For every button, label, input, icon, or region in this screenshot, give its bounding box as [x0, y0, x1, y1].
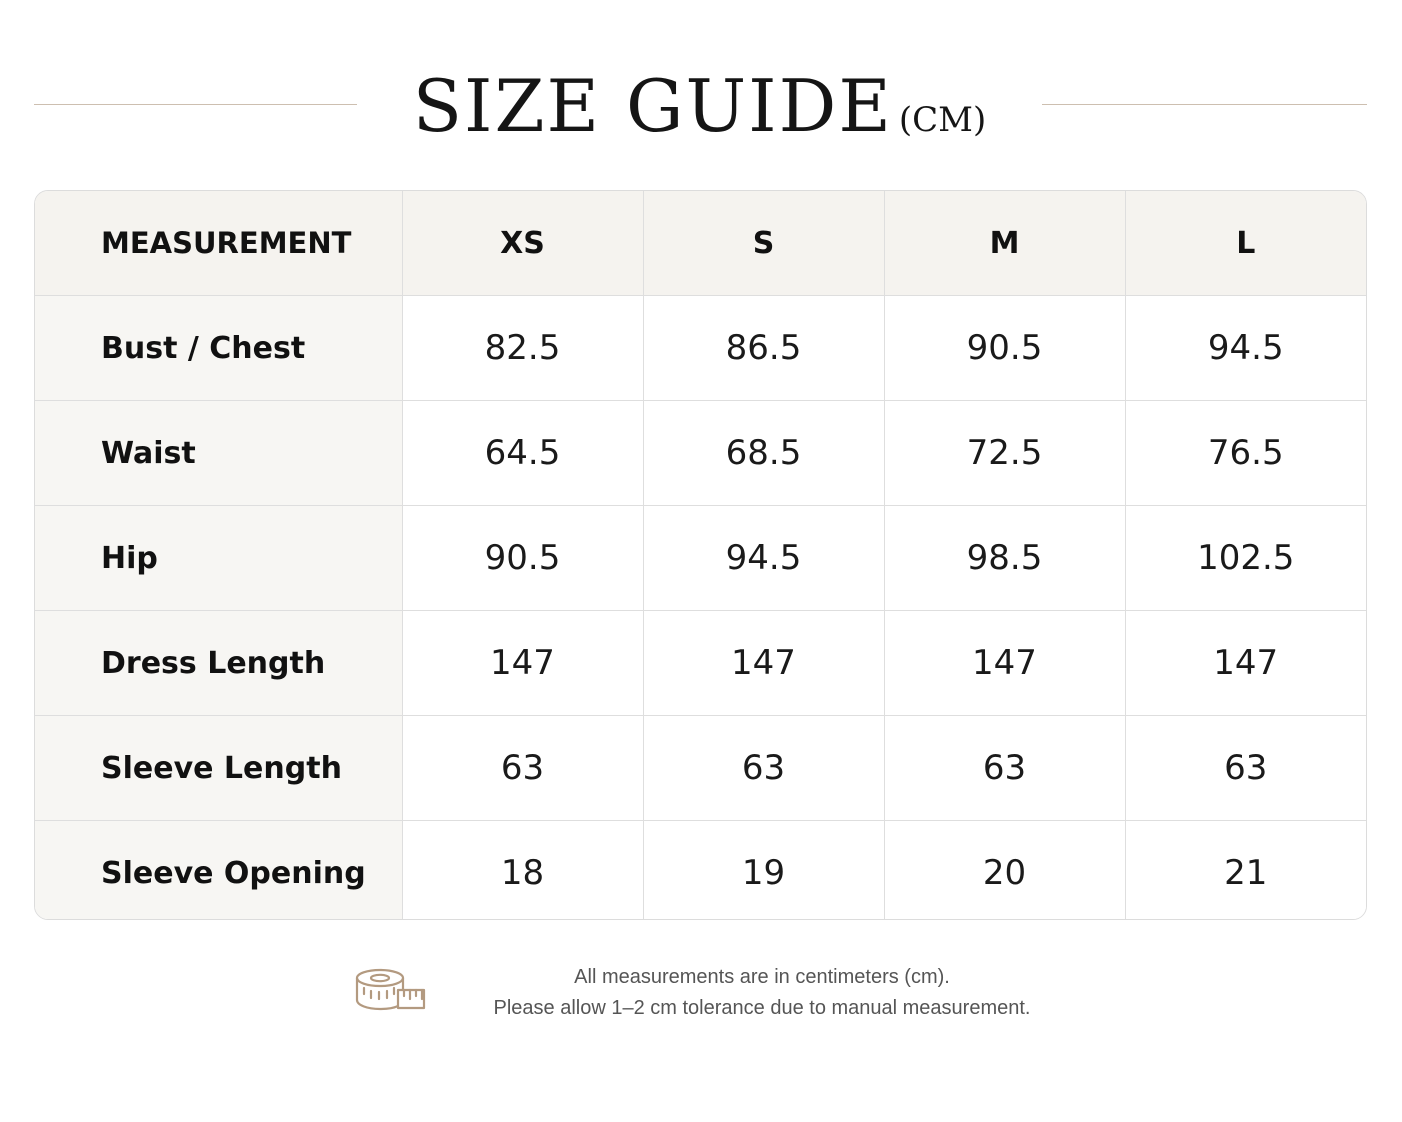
table-cell: 21	[1125, 821, 1366, 921]
table-row	[35, 296, 1366, 401]
table-row	[35, 506, 1366, 611]
note-line-2: Please allow 1–2 cm tolerance due to manual measurement.	[493, 997, 1031, 1019]
title-divider-right	[1042, 104, 1367, 105]
table-cell: 90.5	[402, 506, 643, 611]
table-cell: 20	[884, 821, 1125, 921]
table-cell: 64.5	[402, 401, 643, 506]
note-text	[442, 962, 1082, 1024]
title-unit: (CM)	[898, 100, 987, 140]
table-cell: 94.5	[643, 506, 884, 611]
table-cell: 86.5	[643, 296, 884, 401]
table-cell: 102.5	[1125, 506, 1366, 611]
page-title	[357, 58, 1042, 174]
column-header-xs: XS	[402, 191, 643, 296]
table-cell: 94.5	[1125, 296, 1366, 401]
table-cell: 72.5	[884, 401, 1125, 506]
table-row	[35, 821, 1366, 921]
column-header-m: M	[884, 191, 1125, 296]
table-cell: 18	[402, 821, 643, 921]
size-table	[34, 190, 1367, 920]
row-label: Dress Length	[35, 611, 402, 716]
measurement-note	[354, 962, 1114, 1032]
table-cell: 63	[884, 716, 1125, 821]
title-divider-left	[34, 104, 357, 105]
row-label: Hip	[35, 506, 402, 611]
table-cell: 147	[1125, 611, 1366, 716]
measuring-tape-icon	[354, 966, 426, 1012]
table-cell: 98.5	[884, 506, 1125, 611]
table-cell: 63	[643, 716, 884, 821]
table-cell: 19	[643, 821, 884, 921]
table-cell: 68.5	[643, 401, 884, 506]
row-label: Sleeve Length	[35, 716, 402, 821]
table-row	[35, 716, 1366, 821]
row-label: Waist	[35, 401, 402, 506]
table-cell: 147	[884, 611, 1125, 716]
column-header-s: S	[643, 191, 884, 296]
table-cell: 82.5	[402, 296, 643, 401]
row-label: Bust / Chest	[35, 296, 402, 401]
column-header-l: L	[1125, 191, 1366, 296]
table-row	[35, 401, 1366, 506]
table-cell: 147	[643, 611, 884, 716]
table-row	[35, 611, 1366, 716]
table-cell: 63	[1125, 716, 1366, 821]
title-row	[0, 58, 1402, 154]
table-cell: 147	[402, 611, 643, 716]
note-line-1: All measurements are in centimeters (cm).	[574, 966, 950, 988]
table-header-row	[35, 191, 1366, 296]
column-header-measurement: MEASUREMENT	[35, 191, 402, 296]
table-cell: 76.5	[1125, 401, 1366, 506]
title-main: SIZE GUIDE	[412, 64, 893, 148]
table-cell: 90.5	[884, 296, 1125, 401]
table-cell: 63	[402, 716, 643, 821]
row-label: Sleeve Opening	[35, 821, 402, 921]
